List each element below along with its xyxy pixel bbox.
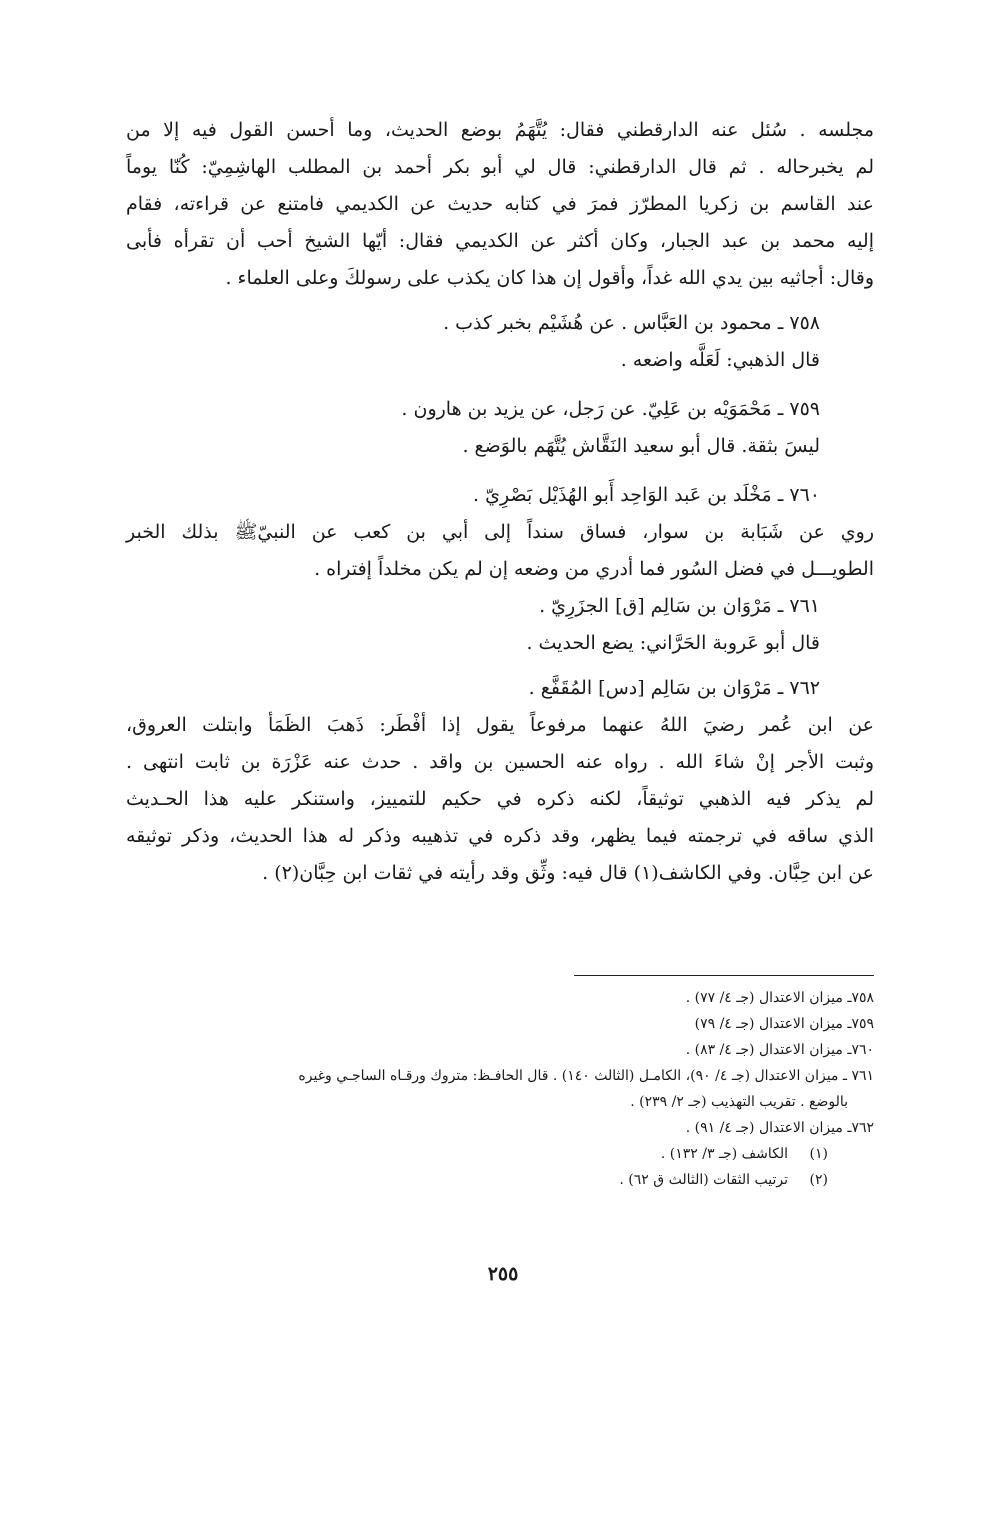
footnote-758: ٧٥٨ـ ميزان الاعتدال (جـ ٤/ ٧٧) .: [685, 990, 874, 1006]
text-line: إليه محمد بن عبد الجبار، وكان أكثر عن الكديمي فقال: أيّها الشيخ أحب أن تقرأه فأبى: [126, 230, 874, 252]
entry-761: [126, 588, 874, 662]
text-line: عن ابن عُمر رضيَ اللهُ عنهما مرفوعاً يقول إذا أفْطَر: ذَهبَ الظَمَأ وابتلت العروق،: [126, 714, 874, 736]
main-text: [126, 112, 874, 892]
entry-heading: ٧٦٠ ـ مَخْلَد بن عَبد الوَاحِد أَبو الهُذَيْل بَصْرِيّ .: [473, 484, 820, 506]
text-line: الذي ساقه في ترجمته فيما يظهر، وقد ذكره في تذهيبه وذكر له هذا الحديث، وذكر توثيقه: [126, 825, 874, 847]
text-line: عن ابن حِبَّان. وفي الكاشف(١) قال فيه: وثِّق وقد رأيته في ثقات ابن حِبَّان(٢) .: [262, 862, 874, 884]
text-line: مجلسه . سُئل عنه الدارقطني فقال: يُتَّهَمُ بوضع الحديث، وما أحسن القول فيه إلا من: [126, 119, 874, 141]
footnote-divider: [574, 975, 874, 976]
page-number: ٢٥٥: [487, 1263, 519, 1285]
entry-heading: ٧٦١ ـ مَرْوَان بن سَالِم [ق] الجزَرِيّ .: [539, 595, 820, 617]
entry-heading: ٧٥٨ ـ محمود بن العَبَّاس . عن هُشَيْم بخبر كذب .: [443, 312, 820, 334]
entry-758: [126, 305, 874, 379]
text-line: وقال: أجاثيه بين يدي الله غداً، وأقول إن هذا كان يكذب على رسولكَ وعلى العلماء .: [225, 267, 874, 289]
entry-note: قال أبو عَروبة الحَرَّاني: يضع الحديث .: [526, 632, 820, 654]
footnote-759: ٧٥٩ـ ميزان الاعتدال (جـ ٤/ ٧٩): [694, 1016, 874, 1032]
text-line: عند القاسم بن زكريا المطرّز فمرَ في كتابه حديث عن الكديمي فامتنع عن قراءته، فقام: [126, 193, 874, 215]
entry-759: [126, 391, 874, 465]
footnote-761: ٧٦١ ـ ميزان الاعتدال (جـ ٤/ ٩٠)، الكامـل (الثالث ١٤٠) . قال الحافـظ: متروك ورقـاه الساجـي وغيره: [298, 1068, 874, 1084]
entry-heading: ٧٦٢ ـ مَرْوَان بن سَالِم [دس] المُقَفَّع .: [528, 677, 820, 699]
text-line: روي عن شَبَابة بن سوار، فساق سنداً إلى أبي بن كعب عن النبيّﷺ بذلك الخبر: [126, 521, 874, 543]
entry-heading: ٧٥٩ ـ مَحْمَوَيْه بن عَلِيّ. عن رَجل، عن يزيد بن هارون .: [401, 398, 820, 420]
footnote-760: ٧٦٠ـ ميزان الاعتدال (جـ ٤/ ٨٣) .: [685, 1042, 874, 1058]
footnote-2: [126, 1167, 874, 1193]
footnote-marker: (١): [809, 1146, 828, 1162]
text-line: الطويـــل في فضل السُور فما أدري من وضعه إن لم يكن مخلداً إفتراه .: [314, 558, 874, 580]
footnote-text: ترتيب الثقات (الثالث ق ٦٢) .: [619, 1172, 788, 1188]
footnote-text: الكاشف (جـ ٣/ ١٣٢) .: [660, 1146, 788, 1162]
footnote-marker: (٢): [809, 1172, 828, 1188]
text-line: لم يخبرحاله . ثم قال الدارقطني: قال لي أبو بكر أحمد بن المطلب الهاشِمِيّ: كُنّا يوماً: [126, 156, 874, 178]
text-line: لم يذكر فيه الذهبي توثيقاً، لكنه ذكره في حكيم للتمييز، واستنكر عليه هذا الحـديث: [126, 788, 874, 810]
text-line: وثبت الأجر إنْ شاءَ الله . رواه عنه الحسين بن واقد . حدث عنه عَزْرَة بن ثابت انتهى .: [126, 751, 874, 773]
footnote-762: ٧٦٢ـ ميزان الاعتدال (جـ ٤/ ٩١) .: [685, 1120, 874, 1136]
footnote-1: [126, 1141, 874, 1167]
entry-note: ليسَ بثقة. قال أبو سعيد النَقَّاش يُتَّهَم بالوَضع .: [462, 435, 820, 457]
intro-paragraph: [126, 112, 874, 297]
footnote-761-continued: بالوضع . تقريب التهذيب (جـ ٢/ ٢٣٩) .: [630, 1094, 848, 1110]
footnotes: [126, 985, 874, 1193]
entry-762: [126, 670, 874, 892]
entry-760: [126, 477, 874, 588]
entry-note: قال الذهبي: لَعَلَّه واضعه .: [620, 349, 820, 371]
